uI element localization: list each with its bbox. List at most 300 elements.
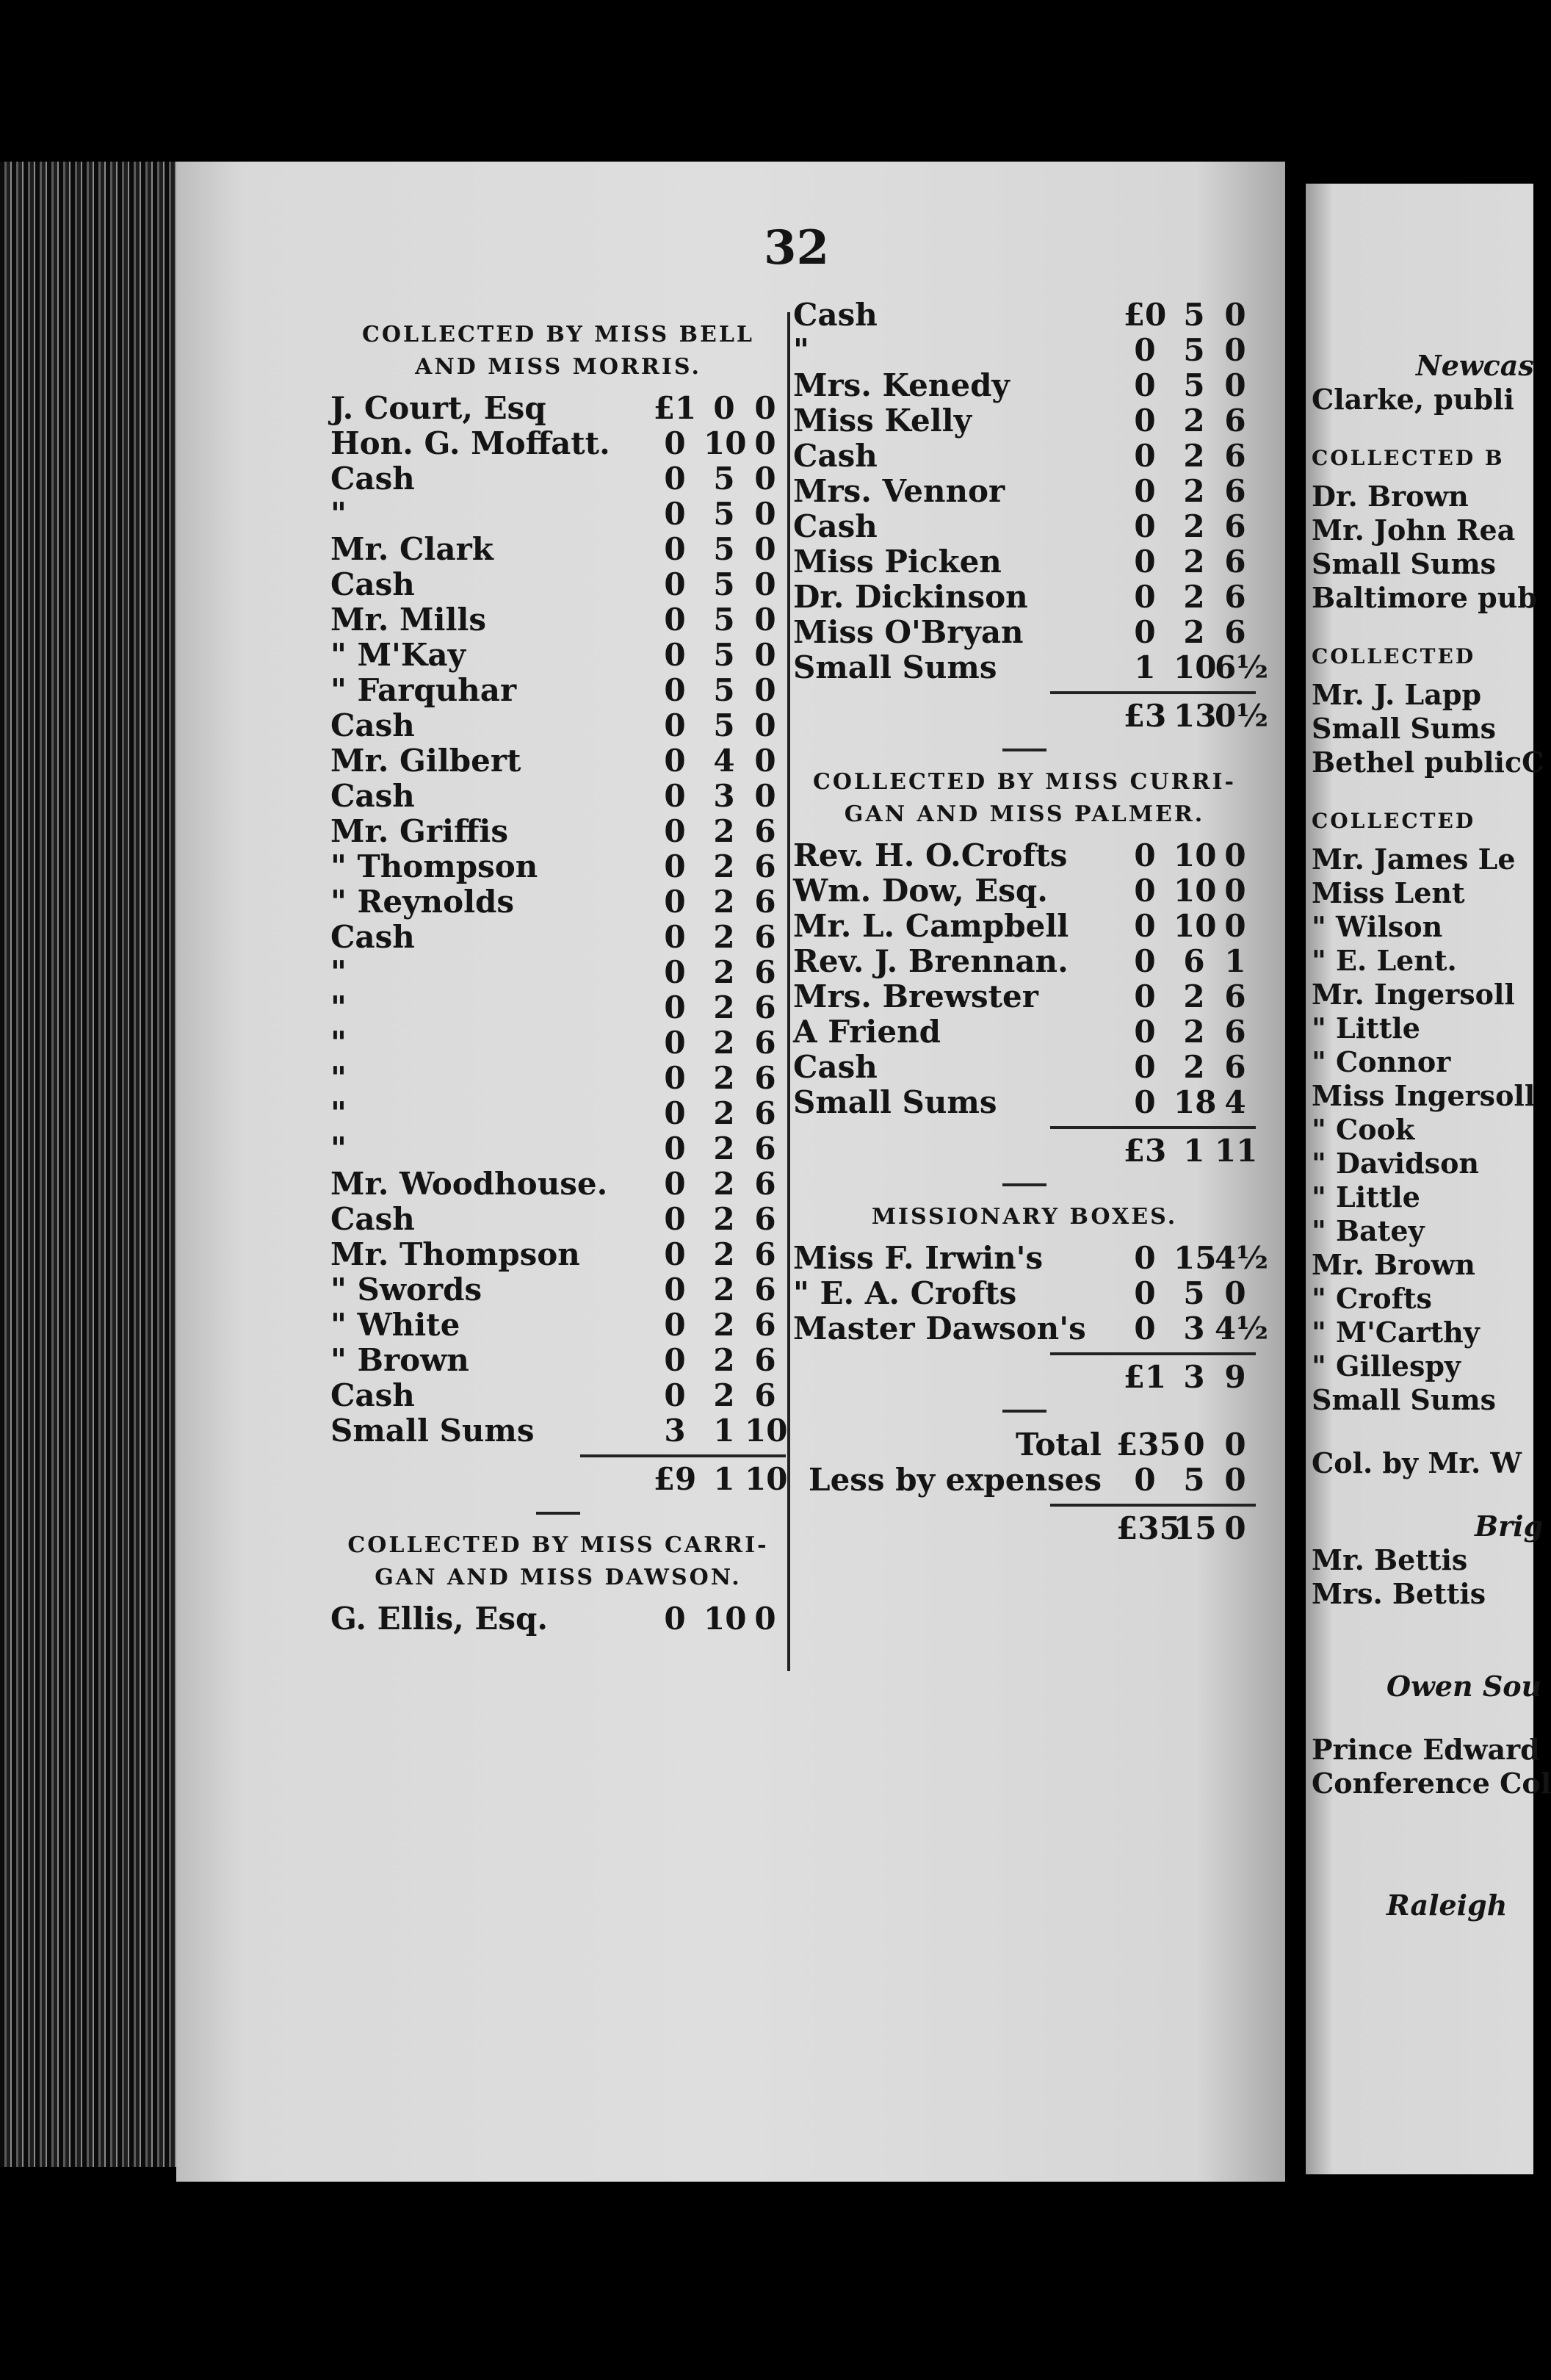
entry-pence: 10 xyxy=(745,1461,788,1497)
ledger-row xyxy=(330,884,786,920)
grand-total-row xyxy=(793,1511,1256,1546)
ledger-row xyxy=(793,580,1256,615)
ledger-row xyxy=(793,298,1256,333)
ledger-row xyxy=(793,1276,1256,1311)
next-page-text: " Wilson xyxy=(1312,910,1443,943)
section-dash xyxy=(1002,1410,1046,1413)
section-heading xyxy=(330,319,786,383)
entry-name: Wm. Dow, Esq. xyxy=(793,873,1048,909)
next-page-text: " Batey xyxy=(1312,1214,1425,1247)
entry-shillings: 2 xyxy=(1183,978,1205,1014)
column-divider xyxy=(787,312,790,1671)
section-heading-line: GAN AND MISS DAWSON. xyxy=(375,1565,742,1590)
entry-pence: 0 xyxy=(1224,1510,1246,1546)
ledger-row xyxy=(793,403,1256,439)
section-dash xyxy=(536,1512,580,1515)
ledger-row xyxy=(793,873,1256,909)
entry-name: Cash xyxy=(330,566,415,602)
entry-pounds: 0 xyxy=(1134,1275,1156,1311)
entry-pounds: 0 xyxy=(1134,508,1156,544)
entry-shillings: 10 xyxy=(704,1601,747,1637)
entry-shillings: 13 xyxy=(1174,698,1217,734)
entry-shillings: 5 xyxy=(1183,297,1205,333)
entry-pence: 0 xyxy=(754,531,776,567)
entry-name: Miss Kelly xyxy=(793,403,972,439)
next-page-text: Raleigh xyxy=(1386,1889,1508,1922)
entry-pounds: 0 xyxy=(664,848,686,884)
ledger-row xyxy=(330,743,786,779)
ledger-row xyxy=(793,1014,1256,1050)
entry-pounds: 0 xyxy=(1134,332,1156,368)
ledger-row xyxy=(330,673,786,708)
ledger-row xyxy=(793,474,1256,509)
total-rule xyxy=(1050,1352,1256,1355)
entry-pounds: £0 xyxy=(1123,297,1167,333)
ledger-row xyxy=(330,1413,786,1449)
entry-shillings: 5 xyxy=(1183,367,1205,403)
entry-name: G. Ellis, Esq. xyxy=(330,1601,549,1637)
ledger-row xyxy=(330,497,786,532)
entry-name: Cash xyxy=(330,461,415,497)
entry-pounds: 0 xyxy=(664,1130,686,1166)
entry-pounds: 0 xyxy=(664,1025,686,1061)
entry-shillings: 2 xyxy=(1183,438,1205,474)
entry-shillings: 2 xyxy=(1183,544,1205,580)
entry-pence: 0 xyxy=(754,743,776,779)
entry-name: Cash xyxy=(330,778,415,814)
next-page-text: Brig xyxy=(1475,1510,1544,1543)
entry-pounds: £1 xyxy=(1123,1359,1167,1395)
entry-pounds: £35 xyxy=(1116,1427,1181,1463)
entry-pounds: £3 xyxy=(1123,1133,1167,1169)
entry-shillings: 5 xyxy=(1183,332,1205,368)
entry-name: " xyxy=(793,332,809,368)
entry-pence: 6 xyxy=(1224,508,1246,544)
entry-name: Cash xyxy=(793,1049,878,1085)
section-heading xyxy=(330,1529,786,1594)
entry-shillings: 15 xyxy=(1174,1510,1217,1546)
section-heading xyxy=(793,1201,1256,1233)
entry-pounds: 0 xyxy=(1134,978,1156,1014)
entry-shillings: 5 xyxy=(713,531,735,567)
entry-shillings: 5 xyxy=(713,461,735,497)
entry-pence: 6 xyxy=(754,919,776,955)
entry-shillings: 3 xyxy=(713,778,735,814)
entry-pounds: 0 xyxy=(1134,473,1156,509)
next-page-text: " Little xyxy=(1312,1012,1420,1045)
summary-row xyxy=(793,1463,1256,1498)
next-page-text: Clarke, publi xyxy=(1312,383,1514,416)
next-page-text: " Gillespy xyxy=(1312,1349,1461,1382)
entry-pence: 4½ xyxy=(1215,1240,1269,1276)
entry-shillings: 0 xyxy=(1183,1427,1205,1463)
summary-row xyxy=(793,1427,1256,1463)
entry-pence: 0 xyxy=(754,637,776,673)
entry-pounds: 0 xyxy=(664,884,686,920)
ledger-row xyxy=(330,1096,786,1131)
entry-shillings: 15 xyxy=(1174,1240,1217,1276)
entry-pence: 0½ xyxy=(1215,698,1269,734)
entry-pence: 0 xyxy=(754,390,776,426)
page-number: 32 xyxy=(764,220,830,275)
entry-name: Mr. L. Campbell xyxy=(793,908,1069,944)
entry-pence: 0 xyxy=(1224,1427,1246,1463)
entry-name: " xyxy=(330,1025,347,1061)
ledger-row xyxy=(793,509,1256,544)
entry-name: " Reynolds xyxy=(330,884,515,920)
entry-shillings: 2 xyxy=(713,1236,735,1272)
ledger-row xyxy=(793,1310,1269,1346)
entry-shillings: 2 xyxy=(713,1095,735,1131)
entry-shillings: 2 xyxy=(1183,508,1205,544)
entry-pence: 6 xyxy=(1224,403,1246,439)
ledger-row xyxy=(330,1237,786,1272)
ledger-row xyxy=(330,1025,786,1061)
entry-pence: 6½ xyxy=(1215,649,1269,685)
section-dash xyxy=(1002,749,1046,751)
total-rule xyxy=(1050,1126,1256,1129)
entry-name: Less by expenses xyxy=(809,1462,1102,1498)
entry-pence: 6 xyxy=(1224,1014,1246,1050)
entry-name: Master Dawson's xyxy=(793,1310,1086,1346)
ledger-row xyxy=(330,461,786,497)
section-heading-line: GAN AND MISS PALMER. xyxy=(844,801,1205,827)
ledger-row xyxy=(330,1308,786,1343)
next-page-text: Mr. Ingersoll xyxy=(1312,978,1515,1011)
ledger-row xyxy=(330,1378,786,1413)
ledger-row xyxy=(330,638,786,673)
entry-name: " xyxy=(330,496,347,532)
entry-pence: 6 xyxy=(754,1060,776,1096)
ledger-row xyxy=(330,779,786,814)
entry-pence: 6 xyxy=(754,1307,776,1343)
next-page-text: COLLECTED B xyxy=(1312,446,1505,470)
entry-pence: 0 xyxy=(754,672,776,708)
next-page-text: Mrs. Bettis xyxy=(1312,1577,1486,1610)
entry-name: A Friend xyxy=(793,1014,941,1050)
entry-pence: 9 xyxy=(1224,1359,1246,1395)
entry-name: " White xyxy=(330,1307,460,1343)
entry-pounds: 0 xyxy=(1134,544,1156,580)
entry-pounds: 0 xyxy=(664,1307,686,1343)
section-heading xyxy=(793,766,1256,831)
entry-shillings: 6 xyxy=(1183,943,1205,979)
entry-name: " xyxy=(330,1095,347,1131)
entry-name: Cash xyxy=(330,1201,415,1237)
entry-shillings: 2 xyxy=(713,1201,735,1237)
entry-pounds: 0 xyxy=(1134,1240,1156,1276)
entry-pounds: 0 xyxy=(664,989,686,1025)
section-total-row xyxy=(330,1462,786,1497)
entry-pounds: £1 xyxy=(653,390,697,426)
book-page-right xyxy=(1306,184,1551,2174)
ledger-row xyxy=(330,1131,786,1166)
entry-shillings: 2 xyxy=(713,1342,735,1378)
entry-name: Miss Picken xyxy=(793,544,1002,580)
entry-pence: 0 xyxy=(754,461,776,497)
entry-pounds: 0 xyxy=(664,1236,686,1272)
entry-pence: 0 xyxy=(1224,873,1246,909)
total-rule xyxy=(1050,1504,1256,1507)
entry-shillings: 1 xyxy=(713,1413,735,1449)
entry-shillings: 2 xyxy=(1183,579,1205,615)
entry-pounds: 0 xyxy=(664,1601,686,1637)
entry-shillings: 5 xyxy=(713,602,735,638)
next-page-text: Mr. James Le xyxy=(1312,843,1516,876)
entry-name: Mr. Thompson xyxy=(330,1236,580,1272)
entry-pounds: 0 xyxy=(664,637,686,673)
entry-name: " E. A. Crofts xyxy=(793,1275,1017,1311)
entry-pounds: £35 xyxy=(1116,1510,1181,1546)
ledger-row xyxy=(793,649,1269,685)
entry-pence: 6 xyxy=(1224,579,1246,615)
entry-pounds: 0 xyxy=(1134,367,1156,403)
section-heading-line: MISSIONARY BOXES. xyxy=(871,1204,1178,1230)
next-page-text: Prince Edward xyxy=(1312,1733,1540,1766)
entry-pence: 6 xyxy=(754,954,776,990)
entry-name: Rev. J. Brennan. xyxy=(793,943,1069,979)
entry-pounds: 0 xyxy=(664,707,686,743)
entry-pence: 6 xyxy=(754,884,776,920)
entry-shillings: 2 xyxy=(1183,614,1205,650)
entry-pence: 11 xyxy=(1215,1133,1258,1169)
entry-pounds: 0 xyxy=(664,531,686,567)
total-rule xyxy=(580,1454,786,1457)
entry-pounds: 0 xyxy=(664,813,686,849)
entry-shillings: 2 xyxy=(713,813,735,849)
section-heading-line: AND MISS MORRIS. xyxy=(415,354,701,380)
ledger-row xyxy=(793,944,1256,979)
entry-pence: 6 xyxy=(754,1342,776,1378)
entry-shillings: 5 xyxy=(713,566,735,602)
entry-name: Mr. Griffis xyxy=(330,813,509,849)
entry-pence: 10 xyxy=(745,1413,788,1449)
ledger-row xyxy=(793,1050,1256,1085)
entry-shillings: 3 xyxy=(1183,1310,1205,1346)
next-page-text: Mr. J. Lapp xyxy=(1312,678,1482,711)
ledger-row xyxy=(330,1343,786,1378)
entry-name: Cash xyxy=(793,297,878,333)
next-page-text: Small Sums xyxy=(1312,1383,1497,1416)
entry-shillings: 4 xyxy=(713,743,735,779)
entry-pounds: 0 xyxy=(664,1060,686,1096)
ledger-row xyxy=(330,391,786,426)
next-page-text: Owen Sou xyxy=(1386,1670,1542,1703)
entry-shillings: 2 xyxy=(713,1130,735,1166)
entry-pence: 6 xyxy=(1224,1049,1246,1085)
entry-pence: 0 xyxy=(754,602,776,638)
entry-name: " Thompson xyxy=(330,848,538,884)
section-total-row xyxy=(793,1360,1256,1395)
next-page-text: " E. Lent. xyxy=(1312,944,1457,977)
next-page-text: COLLECTED xyxy=(1312,809,1476,833)
entry-pence: 6 xyxy=(1224,473,1246,509)
entry-name: " Swords xyxy=(330,1272,482,1308)
entry-pence: 6 xyxy=(754,1377,776,1413)
entry-shillings: 2 xyxy=(713,919,735,955)
next-page-text: Mr. Brown xyxy=(1312,1248,1475,1281)
entry-shillings: 0 xyxy=(713,390,735,426)
entry-name: " Brown xyxy=(330,1342,469,1378)
entry-name xyxy=(793,1133,1116,1169)
next-page-text: Miss Ingersoll xyxy=(1312,1079,1536,1112)
ledger-row xyxy=(330,920,786,955)
entry-name: Mr. Clark xyxy=(330,531,494,567)
entry-pounds: 0 xyxy=(1134,1462,1156,1498)
entry-pence: 6 xyxy=(754,1025,776,1061)
next-page-text: Bethel publicC xyxy=(1312,746,1544,779)
ledger-row xyxy=(330,426,786,461)
entry-name: Cash xyxy=(330,1377,415,1413)
entry-name: " M'Kay xyxy=(330,637,466,673)
entry-pounds: 0 xyxy=(664,1095,686,1131)
entry-pounds: 3 xyxy=(664,1413,686,1449)
entry-shillings: 3 xyxy=(1183,1359,1205,1395)
section-heading-line: COLLECTED BY MISS BELL xyxy=(361,322,755,347)
entry-pounds: 0 xyxy=(664,425,686,461)
entry-name: Small Sums xyxy=(793,1084,997,1120)
section-heading-line: COLLECTED BY MISS CARRI- xyxy=(347,1532,769,1558)
entry-shillings: 2 xyxy=(713,1272,735,1308)
entry-shillings: 2 xyxy=(1183,1049,1205,1085)
entry-pence: 0 xyxy=(1224,837,1246,873)
entry-pounds: 0 xyxy=(1134,1049,1156,1085)
section-heading-line: COLLECTED BY MISS CURRI- xyxy=(812,769,1237,795)
book-page-edges xyxy=(0,162,176,2167)
entry-shillings: 2 xyxy=(713,989,735,1025)
ledger-row xyxy=(793,1085,1256,1120)
entry-name: J. Court, Esq xyxy=(330,390,546,426)
entry-name: Mr. Mills xyxy=(330,602,487,638)
entry-name: Cash xyxy=(330,707,415,743)
entry-pence: 0 xyxy=(754,778,776,814)
entry-name: Miss O'Bryan xyxy=(793,614,1024,650)
entry-name: " xyxy=(330,989,347,1025)
entry-pence: 0 xyxy=(754,425,776,461)
entry-shillings: 2 xyxy=(713,1025,735,1061)
entry-pence: 6 xyxy=(1224,978,1246,1014)
entry-shillings: 5 xyxy=(1183,1462,1205,1498)
next-page-text: Small Sums xyxy=(1312,547,1497,580)
entry-pence: 0 xyxy=(1224,332,1246,368)
entry-pounds: 0 xyxy=(664,1166,686,1202)
entry-pounds: 0 xyxy=(1134,1014,1156,1050)
ledger-row xyxy=(330,1601,786,1637)
entry-pounds: 0 xyxy=(664,1272,686,1308)
entry-pence: 6 xyxy=(754,1236,776,1272)
next-page-text: Col. by Mr. W xyxy=(1312,1446,1522,1479)
ledger-row xyxy=(793,439,1256,474)
next-page-text: COLLECTED xyxy=(1312,644,1476,668)
ledger-row xyxy=(330,1202,786,1237)
entry-name xyxy=(793,1511,1116,1546)
entry-pounds: 0 xyxy=(664,778,686,814)
entry-shillings: 2 xyxy=(1183,473,1205,509)
ledger-row xyxy=(330,1166,786,1202)
entry-name: Mr. Gilbert xyxy=(330,743,521,779)
entry-name: Hon. G. Moffatt. xyxy=(330,425,610,461)
right-column xyxy=(793,297,1269,1546)
entry-shillings: 18 xyxy=(1174,1084,1217,1120)
entry-pounds: 0 xyxy=(1134,873,1156,909)
entry-pence: 0 xyxy=(1224,908,1246,944)
next-page-text: Dr. Brown xyxy=(1312,480,1469,513)
entry-pounds: 0 xyxy=(664,496,686,532)
entry-shillings: 10 xyxy=(1174,873,1217,909)
ledger-row xyxy=(330,955,786,990)
entry-pounds: 0 xyxy=(1134,1310,1156,1346)
left-column xyxy=(330,316,786,1637)
ledger-row xyxy=(330,990,786,1025)
ledger-row xyxy=(330,849,786,884)
ledger-row xyxy=(793,368,1256,403)
entry-pence: 0 xyxy=(754,496,776,532)
entry-name xyxy=(793,1360,1116,1395)
entry-pounds: 0 xyxy=(1134,1084,1156,1120)
entry-pence: 0 xyxy=(1224,1462,1246,1498)
entry-pounds: 0 xyxy=(664,602,686,638)
ledger-row xyxy=(793,979,1256,1014)
entry-pence: 1 xyxy=(1224,943,1246,979)
next-page-text: Conference Col xyxy=(1312,1767,1551,1800)
next-page-text: Mr. John Rea xyxy=(1312,513,1516,547)
ledger-row xyxy=(793,909,1256,944)
ledger-row xyxy=(330,708,786,743)
entry-pounds: 0 xyxy=(664,672,686,708)
entry-name: Small Sums xyxy=(793,649,997,685)
next-page-text: Small Sums xyxy=(1312,712,1497,745)
entry-pence: 6 xyxy=(754,813,776,849)
entry-shillings: 2 xyxy=(713,1307,735,1343)
entry-name: Mrs. Kenedy xyxy=(793,367,1010,403)
entry-pence: 6 xyxy=(754,1201,776,1237)
entry-pounds: 0 xyxy=(1134,837,1156,873)
ledger-row xyxy=(793,333,1256,368)
entry-shillings: 2 xyxy=(713,954,735,990)
entry-shillings: 5 xyxy=(1183,1275,1205,1311)
ledger-row xyxy=(330,1061,786,1096)
ledger-row xyxy=(330,814,786,849)
entry-pence: 0 xyxy=(1224,367,1246,403)
entry-pence: 6 xyxy=(1224,544,1246,580)
entry-name: " xyxy=(330,1130,347,1166)
next-page-text: " Little xyxy=(1312,1180,1420,1214)
entry-shillings: 2 xyxy=(1183,1014,1205,1050)
ledger-row xyxy=(330,532,786,567)
entry-pounds: 0 xyxy=(664,566,686,602)
entry-shillings: 10 xyxy=(704,425,747,461)
ledger-row xyxy=(793,615,1256,650)
entry-name: Cash xyxy=(793,438,878,474)
entry-pounds: 0 xyxy=(664,743,686,779)
entry-pence: 6 xyxy=(754,1095,776,1131)
entry-pence: 0 xyxy=(1224,297,1246,333)
next-page-text: " M'Carthy xyxy=(1312,1316,1480,1349)
entry-pounds: 0 xyxy=(1134,403,1156,439)
next-page-text: " Cook xyxy=(1312,1113,1415,1146)
entry-name: " Farquhar xyxy=(330,672,517,708)
entry-shillings: 5 xyxy=(713,672,735,708)
entry-name: Cash xyxy=(330,919,415,955)
entry-shillings: 5 xyxy=(713,707,735,743)
next-page-text: Newcas xyxy=(1416,349,1534,382)
entry-pence: 6 xyxy=(1224,614,1246,650)
ledger-row xyxy=(330,567,786,602)
entry-pounds: 0 xyxy=(1134,908,1156,944)
entry-name: Cash xyxy=(793,508,878,544)
entry-pounds: 0 xyxy=(664,919,686,955)
entry-pence: 4½ xyxy=(1215,1310,1269,1346)
